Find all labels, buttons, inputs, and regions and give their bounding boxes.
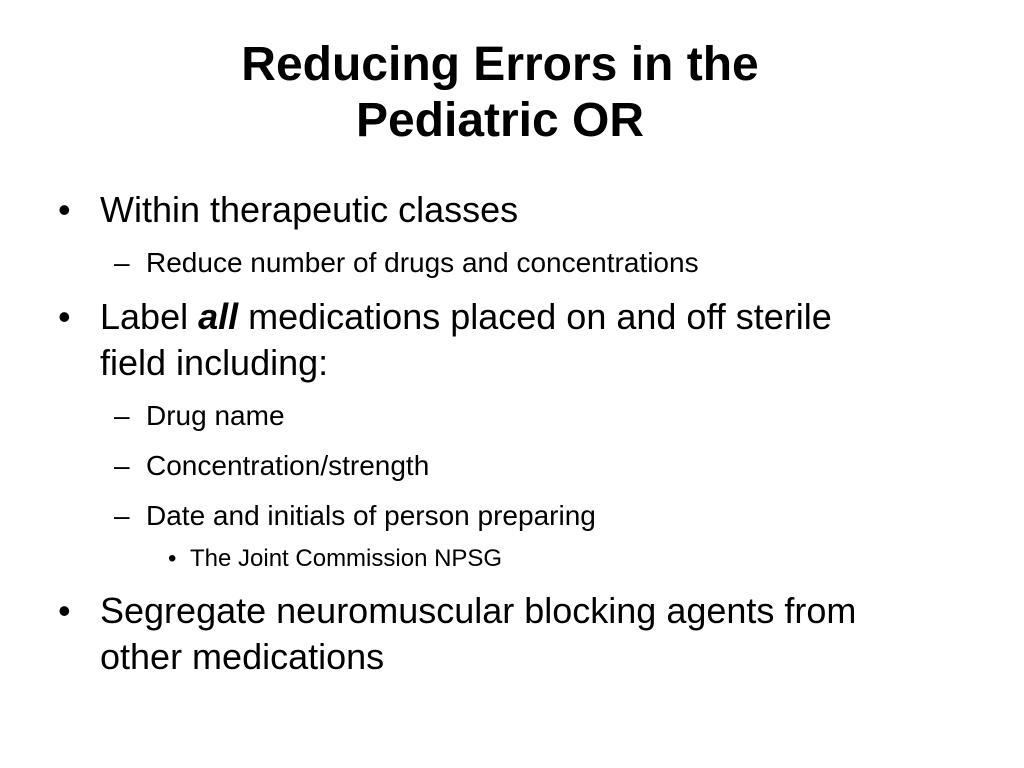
slide-title [0,37,1000,149]
bullet-text [100,588,856,680]
bullet-marker: • [58,296,71,337]
title-line-1: Reducing Errors in the [241,38,759,91]
sub-item-text: Reduce number of drugs and concentrations [146,247,699,278]
title-line-2: Pediatric OR [355,94,645,147]
label-prefix: Label [100,296,199,337]
bullet-text [100,294,832,386]
sub-item-text: Concentration/strength [146,450,430,481]
bullet-text-line-2: other medications [100,636,385,677]
dash-marker: – [114,450,130,481]
dash-marker: – [114,247,130,278]
sub-item-text: Drug name [146,400,285,431]
bullet-text-line-1 [100,294,832,340]
dash-marker: – [114,400,130,431]
label-suffix: medications placed on and off sterile [238,296,832,337]
bullet-text: Within therapeutic classes [100,189,519,230]
emphasis-all: all [198,296,239,337]
bullet-marker: • [168,545,177,572]
bullet-marker: • [58,189,71,230]
sub-item-text: Date and initials of person preparing [146,500,596,531]
bullet-marker: • [58,590,71,631]
bullet-text-line-2: field including: [100,342,329,383]
dash-marker: – [114,500,130,531]
sub-sub-item-text: The Joint Commission NPSG [190,545,503,572]
bullet-text-line-1: Segregate neuromuscular blocking agents from [100,590,857,631]
